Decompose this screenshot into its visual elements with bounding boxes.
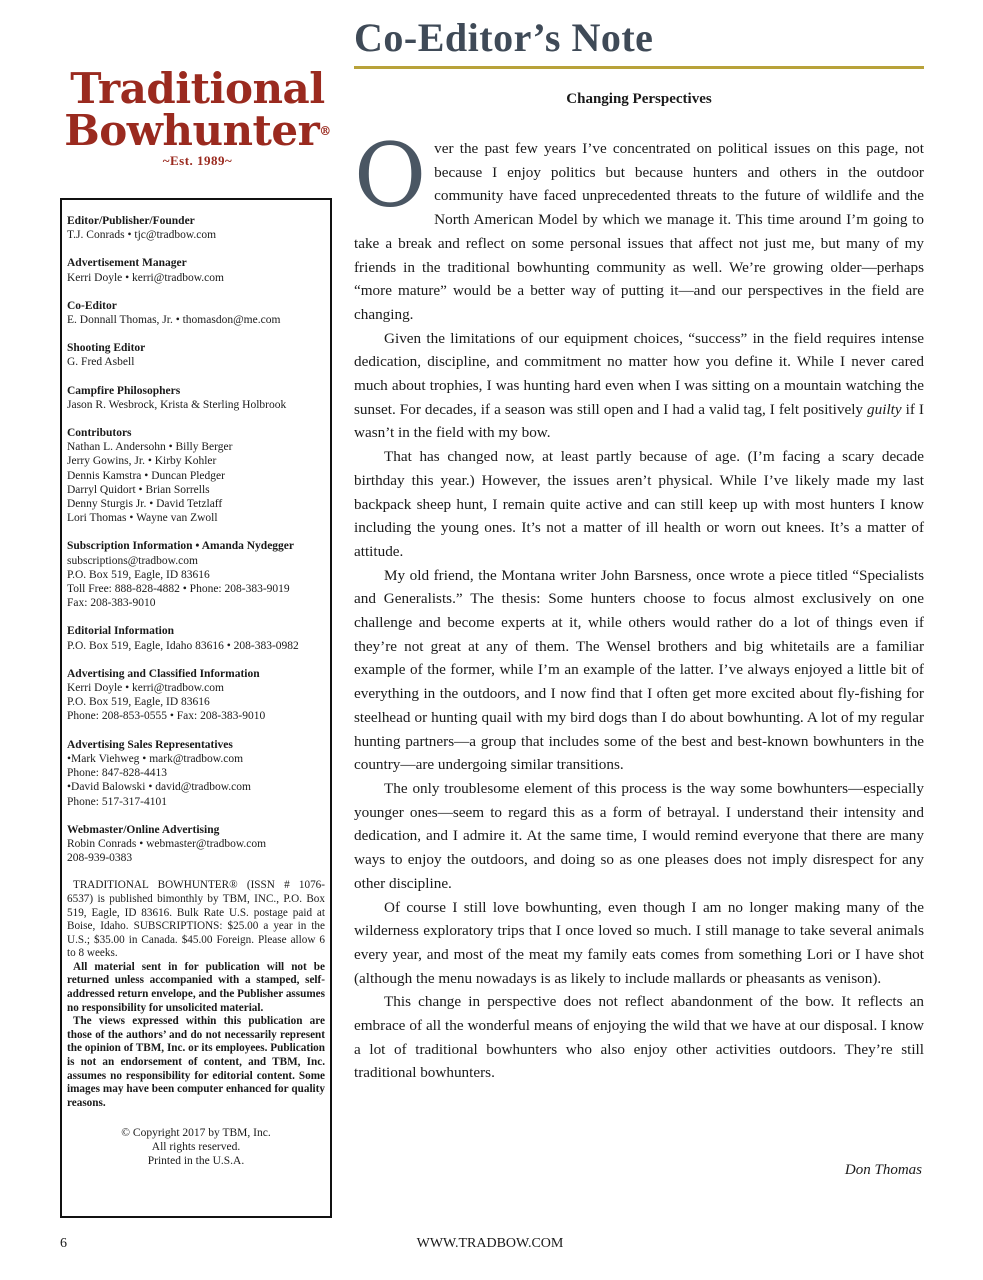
masthead-block: [67, 823, 325, 866]
masthead-block-line: P.O. Box 519, Eagle, Idaho 83616 • 208-383-0982: [67, 639, 299, 652]
masthead-block: [67, 256, 325, 284]
registered-mark: ®: [319, 124, 331, 138]
paragraph-4: My old friend, the Montana writer John Barsness, once wrote a piece titled “Specialists and Generalists.” The thesis: Some hunters choose to focus almost exclusively on one challenge and become experts at it, while others would rather do a lot of things even if they’re not great at any of them. The Wensel brothers and big whitetails are a familiar example of the former, while I’m an example of the latter. I’ve always enjoyed a little bit of everything in the outdoors, and I now find that I often get more excited about fly-fishing for steelhead or hunting quail with my bird dogs than I do about bowhunting. A lot of my regular hunting partners—a group that includes some of the best and best-known bowhunters in the country—are undergoing similar transitions.: [354, 566, 924, 774]
masthead-block-title: Editor/Publisher/Founder: [67, 215, 195, 227]
masthead-box: [60, 198, 332, 1218]
masthead-block-line: •David Balowski • david@tradbow.com: [67, 781, 251, 794]
masthead-block-title: Shooting Editor: [67, 342, 146, 355]
masthead-block-title: Advertising and Classified Information: [67, 667, 260, 680]
masthead-block: [67, 299, 325, 327]
masthead-block-line: Denny Sturgis Jr. • David Tetzlaff: [67, 498, 223, 511]
logo-line-1: Traditional: [70, 64, 325, 113]
masthead-block: [67, 341, 325, 369]
legal-publication-info: TRADITIONAL BOWHUNTER® (ISSN # 1076-6537) is published bimonthly by TBM, INC., P.O. Box 519, Eagle, ID 83616. Bulk Rate U.S. postage paid at Boise, Idaho. SUBSCRIPTIONS: $25.00 a year in the U.S.; $35.00 in Canada. $45.00 Foreign. Please allow 6 to 8 weeks.: [67, 879, 325, 960]
masthead-block-line: 208-939-0383: [67, 852, 133, 865]
logo-line-2: [60, 106, 335, 155]
masthead-block-title: Editorial Information: [67, 625, 175, 638]
author-signature: Don Thomas: [844, 1162, 922, 1178]
logo-line-2-text: Bowhunter: [64, 106, 320, 155]
masthead-block-line: Darryl Quidort • Brian Sorrells: [67, 483, 210, 496]
masthead-block-line: P.O. Box 519, Eagle, ID 83616: [67, 696, 210, 709]
masthead-block-line: Jerry Gowins, Jr. • Kirby Kohler: [67, 455, 217, 468]
printed-line: Printed in the U.S.A.: [147, 1155, 245, 1168]
masthead-block-title: Campfire Philosophers: [67, 384, 181, 397]
legal-submission-policy: All material sent in for publication will not be returned unless accompanied with a stamped, self-addressed return envelope, and the Publisher assumes no responsibility for unsolicited material.: [67, 960, 325, 1014]
masthead-block-line: Robin Conrads • webmaster@tradbow.com: [67, 837, 267, 850]
masthead-block: [67, 738, 325, 809]
website-url: WWW.TRADBOW.COM: [416, 1236, 564, 1251]
masthead-legal: [67, 879, 325, 1110]
masthead-block-line: Phone: 847-828-4413: [67, 767, 167, 780]
masthead-block-line: subscriptions@tradbow.com: [67, 554, 198, 567]
masthead-block-line: Phone: 517-317-4101: [67, 795, 167, 808]
paragraph-3: That has changed now, at least partly because of age. (I’m facing a scary decade birthday this year.) However, the issues aren’t physical. While I’ve likely made my last backpack sheep hunt, I remain quite active and can still keep up with most hunters I know including the young ones. It’s not a matter of ill health or worn out knees. It’s a matter of attitude.: [354, 448, 924, 560]
masthead-block: [67, 667, 325, 724]
article-subtitle: Changing Perspectives: [566, 91, 712, 107]
masthead-staff-list: [67, 214, 325, 865]
masthead-block-title: Co-Editor: [67, 299, 117, 312]
copyright-line: © Copyright 2017 by TBM, Inc.: [121, 1127, 271, 1140]
page-title: Co-Editor’s Note: [354, 15, 654, 60]
masthead-block-title: Contributors: [67, 427, 132, 440]
paragraph-2: [354, 327, 924, 446]
masthead-block-line: •Mark Viehweg • mark@tradbow.com: [67, 752, 244, 765]
masthead-block: [67, 539, 325, 610]
paragraph-5: The only troublesome element of this process is the way some bowhunters—especially younger ones—seem to regard this as a form of betrayal. I understand their intensity and dedication, and I admire it. At the same time, I would remind everyone that there are many ways to enjoy the outdoors, and doing so as one pleases does not imply disrespect for any other discipline.: [354, 779, 924, 892]
page-number: 6: [60, 1236, 67, 1251]
legal-disclaimer: The views expressed within this publication are those of the authors’ and do not necessarily represent the opinion of TBM, Inc. or its employees. Publication is not an endorsement of content, and TBM, Inc. assumes no responsibility for editorial content. Some images may have been computer enhanced for quality reasons.: [67, 1015, 325, 1109]
masthead-block-line: Kerri Doyle • kerri@tradbow.com: [67, 271, 224, 284]
masthead-block-title: Subscription Information • Amanda Nydegger: [67, 540, 295, 553]
masthead-block-line: E. Donnall Thomas, Jr. • thomasdon@me.com: [67, 314, 281, 327]
rights-line: All rights reserved.: [151, 1141, 241, 1154]
masthead-block-line: Toll Free: 888-828-4882 • Phone: 208-383-9019: [67, 583, 290, 596]
emphasis-guilty: guilty: [867, 400, 902, 418]
masthead-block: [67, 384, 325, 412]
copyright-notice: [67, 1126, 325, 1168]
paragraph-7: This change in perspective does not reflect abandonment of the bow. It reflects an embrace of all the wonderful means of enjoying the wild that we have at our disposal. I know a lot of traditional bowhunters who also enjoy other activities outdoors. They’re still traditional bowhunters.: [354, 993, 924, 1082]
masthead-block-title: Advertising Sales Representatives: [67, 738, 233, 751]
masthead-block: [67, 624, 325, 652]
masthead-block-title: Webmaster/Online Advertising: [67, 823, 220, 836]
masthead-block-line: Jason R. Wesbrock, Krista & Sterling Holbrook: [67, 398, 287, 411]
logo-established: ~Est. 1989~: [162, 153, 233, 168]
masthead-block-line: Nathan L. Andersohn • Billy Berger: [67, 441, 233, 454]
paragraph-1-text: ver the past few years I’ve concentrated on political issues on this page, not because I enjoy politics but because hunters and others in the outdoor community have faced unprecedented threats to the future of wildlife and the North American Model by which we manage it. This time around I’m going to take a break and reflect on some personal issues that affect not just me, but many of my friends in the traditional bowhunting community as well. We’re growing older—perhaps “more mature” would be a better way of putting it—and our perspectives in the field are changing.: [354, 140, 924, 323]
masthead-block-line: Fax: 208-383-9010: [67, 597, 156, 610]
masthead-block-line: Lori Thomas • Wayne van Zwoll: [67, 512, 218, 525]
masthead-block-line: G. Fred Asbell: [67, 356, 135, 369]
paragraph-2-text: Given the limitations of our equipment choices, “success” in the field requires intense dedication, discipline, and commitment no matter how you define it. While I never cared much about trophies, I was hunting hard even when I was sitting on a mountain watching the sunset. For decades, if a season was still open and I had a valid tag, I felt positively: [354, 329, 924, 418]
paragraph-6: Of course I still love bowhunting, even though I am no longer making many of the wilderness exploratory trips that I once loved so much. I still manage to take several animals every year, and most of the meat my family eats comes from something Lori or I have shot (although the menu nowadays is as likely to include mallards or pheasants as venison).: [354, 898, 924, 987]
masthead-block-line: Kerri Doyle • kerri@tradbow.com: [67, 682, 224, 695]
drop-cap: O: [354, 124, 427, 227]
title-divider: [354, 66, 924, 69]
masthead-block: [67, 426, 325, 525]
article-body: [354, 124, 924, 1085]
paragraph-1: [354, 124, 924, 327]
masthead-block-line: Phone: 208-853-0555 • Fax: 208-383-9010: [67, 710, 266, 723]
masthead-block-title: Advertisement Manager: [67, 257, 187, 270]
masthead-block: [67, 214, 325, 242]
magazine-logo: [60, 64, 335, 178]
masthead-block-line: Dennis Kamstra • Duncan Pledger: [67, 469, 225, 482]
masthead-block-line: T.J. Conrads • tjc@tradbow.com: [67, 229, 217, 242]
paragraph-2-end: if I wasn’t in the field with my bow.: [354, 400, 924, 442]
masthead-block-line: P.O. Box 519, Eagle, ID 83616: [67, 568, 210, 581]
